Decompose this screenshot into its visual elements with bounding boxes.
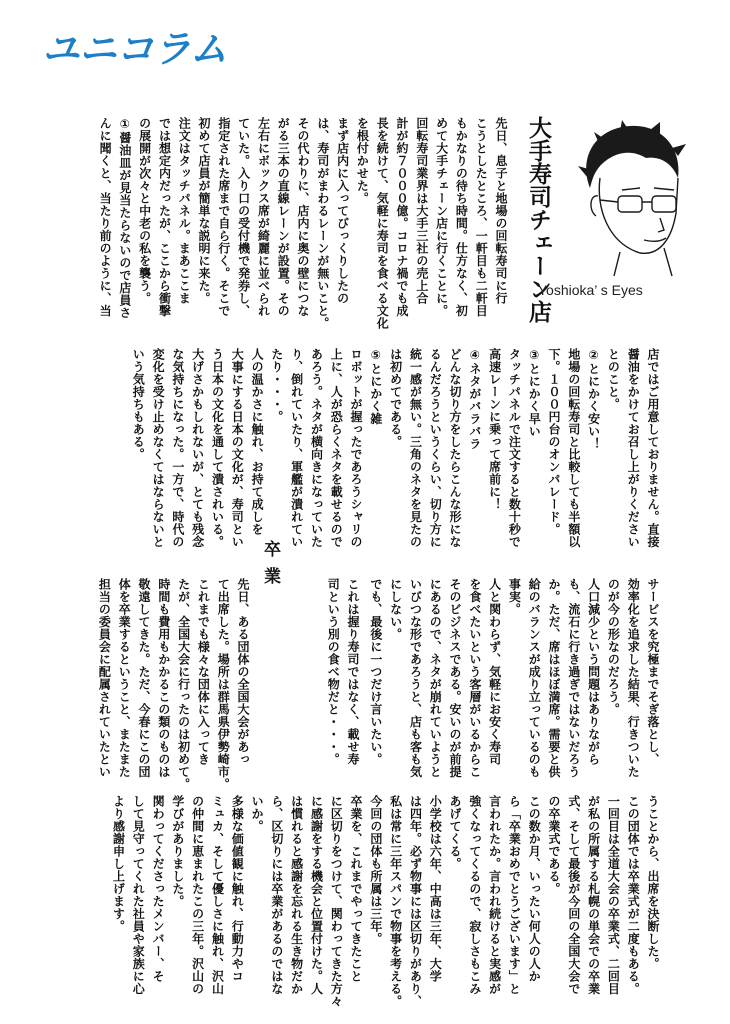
text-line: どんな切り方をしたらこんな形にな [448,348,463,548]
text-line: サービスを究極までそぎ落とし、 [646,578,660,766]
text-line: ②とにかく安い！ [586,348,601,450]
text-line: めて大手チェーン店に行くことに。 [434,117,449,317]
text-line: のが今の形なのだろう。 [606,578,621,716]
text-line: では想定内だったが、ここから衝撃 [157,117,172,317]
text-line: いう気持ちもある。 [131,348,146,461]
text-line: 時間も費用もかかるこの類のものは [156,578,171,778]
text-line: タッチパネルで注文すると数十秒で [507,348,522,548]
portrait-shoulders [614,248,672,276]
text-line: 私は常に三年スパンで物事を考える。 [388,795,403,1008]
text-line: これは握り寿司ではなく、載せ寿 [346,578,360,766]
text-line: が私の所属する札幌の単会での卒業 [586,795,601,995]
text-line: して見守ってくれた社員や家族に心 [131,795,146,995]
text-line: その代わりに、店内に奥の壁につな [296,117,311,317]
text-line: うことから、出席を決断した。 [646,795,660,970]
text-line: 先日、ある団体の全国大会があっ [236,578,250,766]
text-line: は慣れると感謝を忘れる生き物だか [289,795,304,995]
article2-column-2 [92,795,662,1008]
text-line: 式、そして最後が今回の全国大会で [566,795,581,995]
article1-column-1 [90,117,510,349]
text-line: を食べたいという客層がいるからこ [467,578,482,778]
article2-title: 卒業 [260,540,280,594]
text-line: は四年。必ず物事には区切りがあり、 [408,795,423,1008]
text-line: 効率化を追求した結果、行きついた [626,578,641,778]
text-line: この数か月、いったい何人の人か [527,795,542,983]
text-line: の仲間に恵まれたこの三年。沢山の [190,795,205,995]
text-line: 初めて店員が簡単な説明に来た。 [197,117,212,305]
text-line: ③とにかく早い [527,348,542,438]
author-portrait [560,118,690,278]
text-line: は初めてである。 [388,348,403,448]
text-line: 多様な価値観に触れ、行動力やコ [230,795,245,983]
text-line: にしない。 [388,578,403,641]
text-line: あげてくる。 [448,795,463,870]
text-line: 先日、息子と地場の回転寿司に行 [494,117,508,305]
text-line: 長を続けて、気軽に寿司を食べる文化 [375,117,390,330]
text-line: 地場の回転寿司と比較しても半額以 [566,348,581,548]
text-line: この団体では卒業式が二度もある。 [626,795,641,995]
text-line: に区切りをつけて、関わってきた方々 [329,795,344,1008]
text-line: 回転寿司業界は大手三社の売上合 [414,117,429,305]
text-line: 一回目は全道大会の卒業式、二回目 [606,795,621,995]
text-line: 関わってくださったメンバー、そ [151,795,166,983]
text-line: 人口減少という問題はありながら [586,578,601,766]
text-line: 注文はタッチパネル。まあここま [177,117,192,305]
text-line: これまでも様々な団体に入ってき [196,578,211,766]
text-line: ら「卒業おめでとうございます」と [507,795,522,995]
text-line: に感謝をする機会と位置付けた。人 [309,795,324,995]
text-line: 事実。 [507,578,522,616]
text-line: 統一感が無い。三角のネタを見たの [408,348,423,548]
article1-column-3b [306,578,362,778]
logo: ユニコラム [42,27,227,71]
text-line: 変化を受け止めなくてはならないと [151,348,166,548]
text-line: こうとしたところ、一軒目も二軒目 [474,117,489,317]
text-line: より感謝申し上げます。 [111,795,126,933]
text-line: でも、最後に一つだけ言いたい。 [368,578,383,766]
text-line: ら、区切りには卒業があるのではな [269,795,284,995]
text-line: は、寿司がまわるレーンが無いこと。 [315,117,330,330]
text-line: いびつな形であろうと、店も客も気 [408,578,423,778]
text-line: 学びがありました。 [170,795,185,908]
text-line: 担当の委員会に配属されていたとい [97,578,112,778]
text-line: とのこと。 [606,348,621,411]
text-line: ①醤油皿が見当たらないので店員さ [117,117,132,319]
text-line: 下。１００円台のオンパレード。 [547,348,562,536]
text-line: か。ただ、席はほぼ満席。需要と供 [547,578,562,778]
text-line: も、流石に行き過ぎではないだろう [566,578,581,778]
portrait-face [591,178,678,253]
text-line: 卒業を、これまでやってきたこと [349,795,364,983]
text-line: な気持ちになった。一方で、時代の [170,348,185,548]
text-line: 体を卒業するということ、またまた [117,578,132,778]
text-line: り、倒れていたり、軍艦が潰れてい [289,348,304,548]
text-line: もかなりの待ち時間。仕方なく、初 [454,117,469,317]
text-line: 言われたか。言われ続けると実感が [487,795,502,995]
text-line: 左右にボックス席が綺麗に並べられ [256,117,271,317]
text-line: ④ネタがバラバラ [467,348,482,450]
text-line: いか。 [250,795,265,833]
text-line: そのビジネスである。安いのが前提 [448,578,463,778]
text-line: ⑤とにかく雑 [368,348,383,425]
text-line: 大事にする日本の文化が、寿司とい [230,348,245,548]
text-line: の卒業式である。 [547,795,562,895]
text-line: 高速レーンに乗って席前に！ [487,348,502,511]
text-line: 上に、人が恐らくネタを載せるので [329,348,344,548]
text-line: まず店内に入ってびっくりしたの [335,117,350,305]
text-line: 店ではご用意しておりません。直接 [646,348,660,548]
text-line: を根付かせた。 [355,117,370,205]
article1-column-2 [92,348,662,574]
text-line: ロボットが握ったであろうシャリの [349,348,364,548]
text-line: 人と関わらず、気軽にお安く寿司 [487,578,502,766]
text-line: う日本の文化を通して潰されいる。 [210,348,225,548]
text-line: ミュカ、そして優しさに触れ、沢山 [210,795,225,995]
text-line: あろう。ネタが横向きになっていた [309,348,324,548]
article2-column-1 [92,578,252,791]
text-line: 今回の団体も所属は三年。 [368,795,383,945]
text-line: るんだろうというくらい、切り方に [428,348,443,548]
text-line: て出席した。場所は群馬県伊勢崎市。 [216,578,231,791]
text-line: 敬遠してきた。ただ、今春にこの団 [137,578,152,778]
author-caption: Yoshioka’ s Eyes [538,282,643,298]
text-line: 大げさかもしれないが、とても残念 [190,348,205,548]
text-line: んに聞くと、当たり前のように、当 [98,117,113,317]
text-line: 強くなってくるので、寂しさもこみ [467,795,482,995]
text-line: たが、全国大会に行ったのは初めて。 [176,578,191,791]
text-line: 指定された席まで自ら行く。そこで [216,117,231,317]
text-line: の展開が次々と中老の私を襲う。 [137,117,152,305]
portrait-hair [578,120,686,188]
text-line: 給のバランスが成り立っているのも [527,578,542,778]
article-title: 大手寿司チェーン店 [525,116,551,323]
text-line: ていた。入り口の受付機で発券し、 [236,117,251,317]
text-line: がる三本の直線レーンが設置。その [276,117,291,317]
article1-column-3 [362,578,662,778]
text-line: にあるので、ネタが崩れていようと [428,578,443,778]
text-line: 人の温かさに触れ、お持て成しを [250,348,265,536]
text-line: たり・・・。 [269,348,284,423]
text-line: 計が約７０００億。コロナ禍でも成 [395,117,410,317]
text-line: 醤油をかけてお召し上がりください [626,348,641,548]
text-line: 小学校は六年、中高は三年、大学 [428,795,443,983]
text-line: 司という別の食べ物だと・・・。 [326,578,341,766]
